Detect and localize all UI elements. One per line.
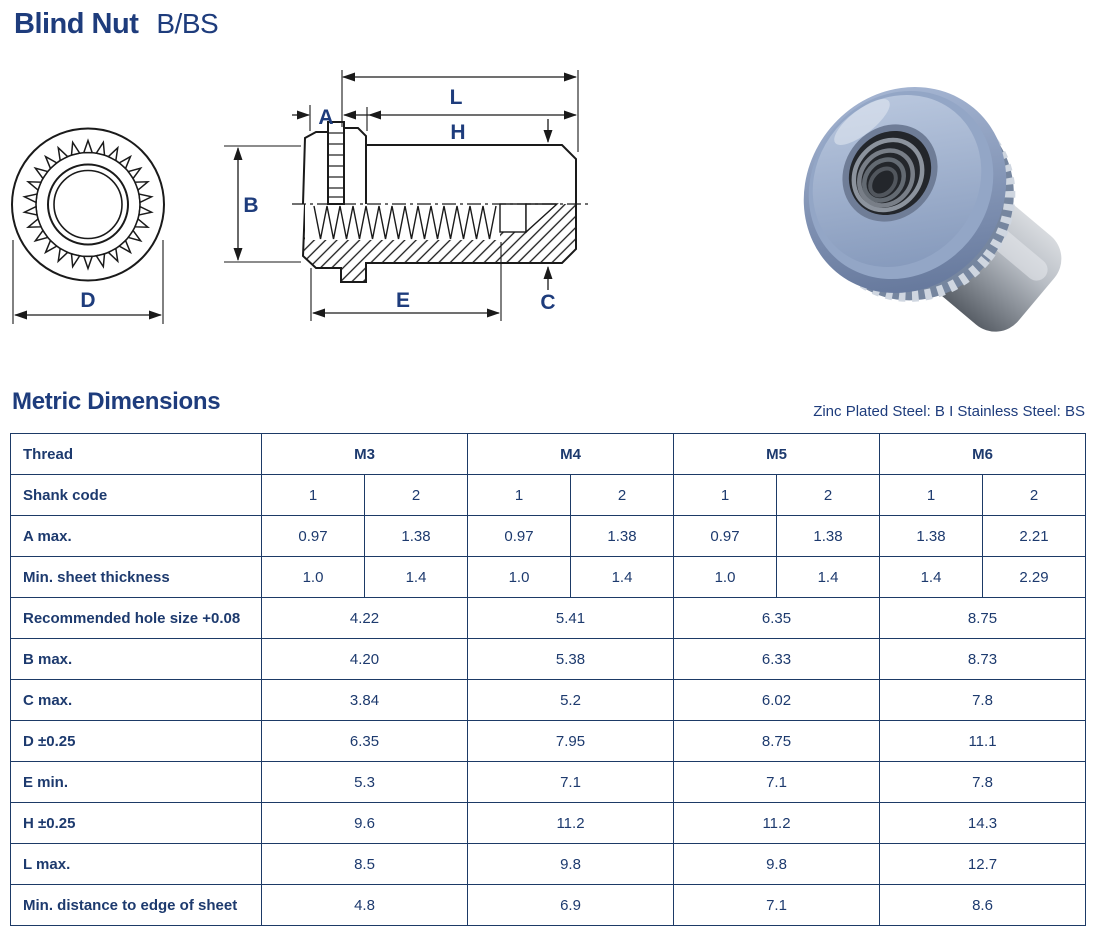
cell: 9.6 — [262, 803, 468, 844]
cell: 2.29 — [983, 557, 1086, 598]
cell: 6.9 — [468, 885, 674, 926]
dimension-label-b: B — [243, 194, 259, 217]
cell: 7.95 — [468, 721, 674, 762]
dimension-label-e: E — [395, 289, 411, 312]
row-label: Shank code — [11, 475, 262, 516]
cell: 11.1 — [880, 721, 1086, 762]
cell: 4.20 — [262, 639, 468, 680]
dimension-label-d: D — [80, 289, 96, 312]
thread-m5: M5 — [674, 434, 880, 475]
page-title: Blind Nut — [14, 8, 139, 40]
row-label: B max. — [11, 639, 262, 680]
table-row-l-max — [11, 844, 1086, 885]
row-label: Thread — [11, 434, 262, 475]
section-heading: Metric Dimensions — [12, 388, 221, 415]
cell: 1.0 — [262, 557, 365, 598]
cell: 8.75 — [880, 598, 1086, 639]
cell: 1.4 — [880, 557, 983, 598]
row-label: Min. sheet thickness — [11, 557, 262, 598]
cell: 2.21 — [983, 516, 1086, 557]
table-row-b-max — [11, 639, 1086, 680]
cell: 1.0 — [468, 557, 571, 598]
dimension-label-a: A — [318, 106, 334, 129]
section-view-drawing — [224, 70, 592, 321]
row-label: E min. — [11, 762, 262, 803]
cell: 1.4 — [365, 557, 468, 598]
cell: 5.2 — [468, 680, 674, 721]
cell: 2 — [983, 475, 1086, 516]
dimensions-table — [10, 433, 1086, 926]
cell: 1.38 — [571, 516, 674, 557]
cell: 1.4 — [571, 557, 674, 598]
cell: 6.35 — [262, 721, 468, 762]
table-row-d-tolerance — [11, 721, 1086, 762]
cell: 12.7 — [880, 844, 1086, 885]
thread-m3: M3 — [262, 434, 468, 475]
cell: 1 — [468, 475, 571, 516]
cell: 8.73 — [880, 639, 1086, 680]
cell: 5.38 — [468, 639, 674, 680]
table-row-recommended-hole-size — [11, 598, 1086, 639]
cell: 0.97 — [674, 516, 777, 557]
cell: 1 — [674, 475, 777, 516]
serration-teeth — [24, 141, 152, 269]
cell: 11.2 — [468, 803, 674, 844]
cell: 0.97 — [468, 516, 571, 557]
cell: 1.0 — [674, 557, 777, 598]
cell: 4.8 — [262, 885, 468, 926]
cell: 8.5 — [262, 844, 468, 885]
cell: 14.3 — [880, 803, 1086, 844]
cell: 7.1 — [674, 762, 880, 803]
cell: 8.6 — [880, 885, 1086, 926]
technical-drawings — [0, 0, 1095, 385]
cell: 6.35 — [674, 598, 880, 639]
cell: 5.3 — [262, 762, 468, 803]
cell: 7.8 — [880, 680, 1086, 721]
cell: 7.1 — [674, 885, 880, 926]
thread-m4: M4 — [468, 434, 674, 475]
table-row-c-max — [11, 680, 1086, 721]
front-view-drawing — [12, 129, 164, 325]
cell: 1.38 — [777, 516, 880, 557]
cell: 2 — [571, 475, 674, 516]
knurl-lines — [328, 133, 344, 197]
cell: 4.22 — [262, 598, 468, 639]
cell: 6.02 — [674, 680, 880, 721]
product-code: B/BS — [156, 8, 219, 39]
cell: 11.2 — [674, 803, 880, 844]
cell: 1.4 — [777, 557, 880, 598]
row-label: H ±0.25 — [11, 803, 262, 844]
dimension-label-h: H — [450, 121, 466, 144]
cell: 5.41 — [468, 598, 674, 639]
cell: 3.84 — [262, 680, 468, 721]
cell: 2 — [365, 475, 468, 516]
table-row-min-edge-distance — [11, 885, 1086, 926]
material-note: Zinc Plated Steel: B I Stainless Steel: BS — [813, 403, 1085, 420]
cell: 7.1 — [468, 762, 674, 803]
row-label: L max. — [11, 844, 262, 885]
table-row-h-tolerance — [11, 803, 1086, 844]
cell: 1 — [262, 475, 365, 516]
cell: 7.8 — [880, 762, 1086, 803]
row-label: D ±0.25 — [11, 721, 262, 762]
thread-m6: M6 — [880, 434, 1086, 475]
product-photo — [762, 46, 1074, 344]
cell: 2 — [777, 475, 880, 516]
table-row-e-min — [11, 762, 1086, 803]
table-row-thread — [11, 434, 1086, 475]
dimension-label-l: L — [449, 86, 463, 109]
row-label: C max. — [11, 680, 262, 721]
cell: 1.38 — [365, 516, 468, 557]
table-row-min-sheet-thickness — [11, 557, 1086, 598]
table-row-a-max — [11, 516, 1086, 557]
table-row-shank-code — [11, 475, 1086, 516]
cell: 0.97 — [262, 516, 365, 557]
cell: 9.8 — [674, 844, 880, 885]
row-label: A max. — [11, 516, 262, 557]
cell: 8.75 — [674, 721, 880, 762]
row-label: Recommended hole size +0.08 — [11, 598, 262, 639]
cell: 9.8 — [468, 844, 674, 885]
cell: 1 — [880, 475, 983, 516]
dimension-label-c: C — [540, 291, 556, 314]
row-label: Min. distance to edge of sheet — [11, 885, 262, 926]
cell: 6.33 — [674, 639, 880, 680]
cell: 1.38 — [880, 516, 983, 557]
